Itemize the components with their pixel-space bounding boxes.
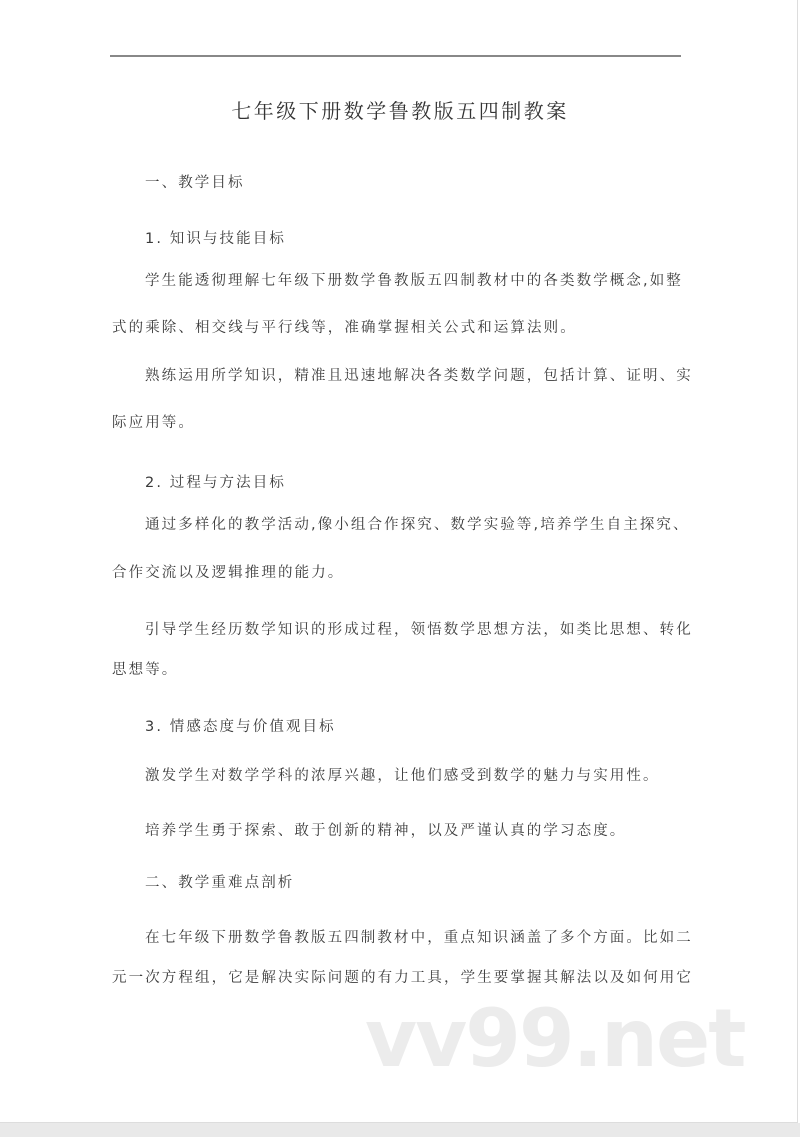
section-heading: 二、教学重难点剖析 — [145, 875, 295, 891]
watermark: vv99.net — [365, 992, 745, 1085]
subsection-heading: 3. 情感态度与价值观目标 — [145, 719, 336, 735]
paragraph-line: 元一次方程组，它是解决实际问题的有力工具，学生要掌握其解法以及如何用它 — [112, 970, 693, 986]
paragraph-line: 思想等。 — [112, 662, 179, 678]
paragraph-line: 熟练运用所学知识，精准且迅速地解决各类数学问题，包括计算、证明、实 — [145, 368, 693, 384]
section-heading: 一、教学目标 — [145, 175, 245, 191]
paragraph-line: 引导学生经历数学知识的形成过程，领悟数学思想方法，如类比思想、转化 — [145, 622, 693, 638]
paragraph-line: 通过多样化的教学活动,像小组合作探究、数学实验等,培养学生自主探究、 — [145, 517, 690, 533]
paragraph-line: 际应用等。 — [112, 415, 195, 431]
paragraph-line: 培养学生勇于探索、敢于创新的精神，以及严谨认真的学习态度。 — [145, 823, 627, 839]
subsection-heading: 1. 知识与技能目标 — [145, 231, 286, 247]
paragraph-line: 合作交流以及逻辑推理的能力。 — [112, 565, 345, 581]
paragraph-line: 式的乘除、相交线与平行线等，准确掌握相关公式和运算法则。 — [112, 320, 577, 336]
viewer-bottom-bar — [0, 1123, 800, 1137]
subsection-heading: 2. 过程与方法目标 — [145, 475, 286, 491]
paragraph-line: 在七年级下册数学鲁教版五四制教材中，重点知识涵盖了多个方面。比如二 — [145, 930, 693, 946]
document-title: 七年级下册数学鲁教版五四制教案 — [231, 99, 569, 123]
paragraph-line: 学生能透彻理解七年级下册数学鲁教版五四制教材中的各类数学概念,如整 — [145, 273, 683, 289]
header-rule — [110, 55, 681, 57]
paragraph-line: 激发学生对数学学科的浓厚兴趣，让他们感受到数学的魅力与实用性。 — [145, 768, 660, 784]
